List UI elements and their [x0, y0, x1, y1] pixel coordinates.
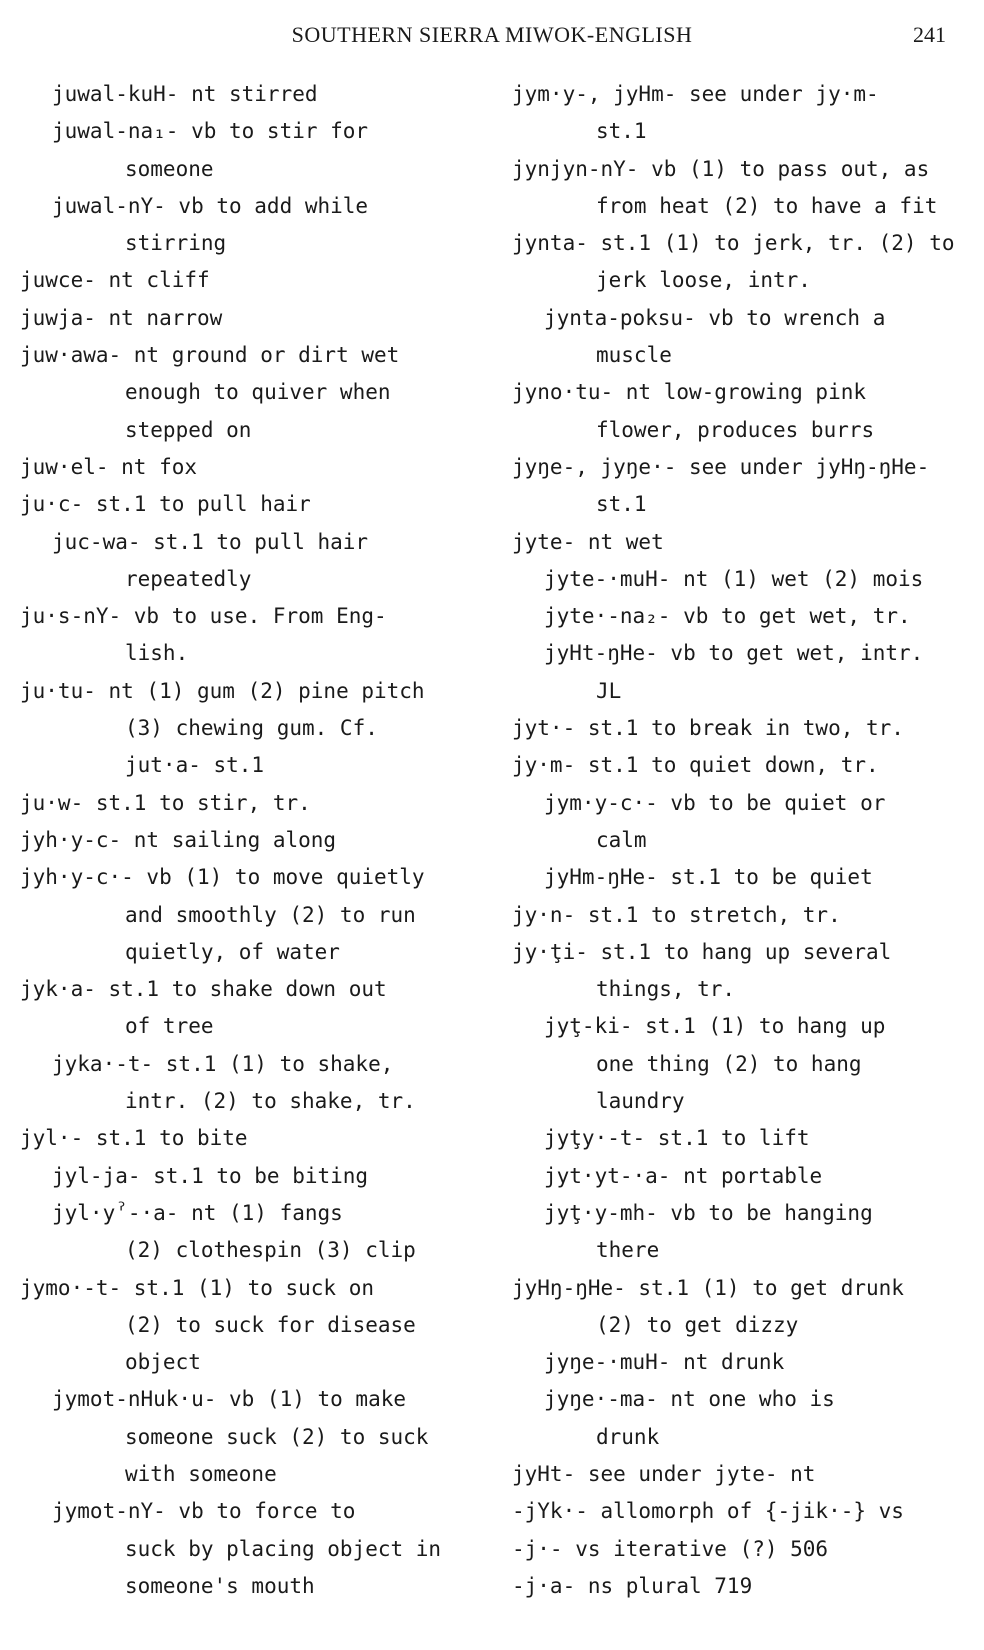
dictionary-entry-line: jyl-ja- st.1 to be biting — [52, 1163, 369, 1188]
dictionary-entry-line: jerk loose, intr. — [596, 268, 811, 293]
dictionary-entry-line: juc-wa- st.1 to pull hair — [52, 529, 369, 554]
dictionary-entry-line: things, tr. — [596, 977, 736, 1002]
dictionary-entry-line: st.1 — [596, 119, 647, 144]
dictionary-entry-line: jyka·-t- st.1 (1) to shake, — [52, 1051, 394, 1076]
dictionary-entry-line: jut·a- st.1 — [125, 753, 265, 778]
dictionary-entry-line: jymot-nHuk·u- vb (1) to make — [52, 1387, 407, 1412]
dictionary-entry-line: calm — [596, 827, 647, 852]
dictionary-entry-line: jyHt-ŋHe- vb to get wet, intr. — [544, 641, 924, 666]
dictionary-entry-line: stepped on — [125, 417, 252, 442]
dictionary-entry-line: jyte-·muH- nt (1) wet (2) mois — [544, 566, 924, 591]
dictionary-headword-line: jy·ţi- st.1 to hang up several — [512, 939, 892, 964]
dictionary-entry-line: of tree — [125, 1014, 214, 1039]
dictionary-entry-line: muscle — [596, 343, 672, 368]
dictionary-headword-line: juw·awa- nt ground or dirt wet — [20, 343, 400, 368]
page-title: SOUTHERN SIERRA MIWOK-ENGLISH — [291, 22, 693, 47]
dictionary-headword-line: -j·a- ns plural 719 — [512, 1573, 753, 1598]
dictionary-headword-line: jyno·tu- nt low-growing pink — [512, 380, 867, 405]
dictionary-entry-line: (3) chewing gum. Cf. — [125, 716, 378, 741]
dictionary-headword-line: jyHt- see under jyte- nt — [512, 1461, 816, 1486]
dictionary-headword-line: juw·el- nt fox — [20, 454, 198, 479]
dictionary-entry-line: jyŋe-·muH- nt drunk — [544, 1350, 785, 1375]
dictionary-entry-line: one thing (2) to hang — [596, 1051, 862, 1076]
dictionary-headword-line: -j·- vs iterative (?) 506 — [512, 1536, 829, 1561]
left-column — [20, 76, 490, 1605]
dictionary-headword-line: jyh·y-c- nt sailing along — [20, 827, 337, 852]
dictionary-entry-line: JL — [596, 678, 622, 703]
dictionary-entry-line: and smoothly (2) to run — [125, 902, 416, 927]
dictionary-entry-line: st.1 — [596, 492, 647, 517]
dictionary-headword-line: jynjyn-nY- vb (1) to pass out, as — [512, 156, 930, 181]
dictionary-entry-line: juwal-na₁- vb to stir for — [52, 119, 369, 144]
dictionary-headword-line: jyŋe-, jyŋe·- see under jyHŋ-ŋHe- — [512, 454, 930, 479]
dictionary-entry-line: jyţ·y-mh- vb to be hanging — [544, 1200, 873, 1225]
dictionary-headword-line: jynta- st.1 (1) to jerk, tr. (2) to — [512, 231, 955, 256]
dictionary-entry-line: lish. — [125, 641, 189, 666]
dictionary-entry-line: laundry — [596, 1089, 685, 1114]
dictionary-headword-line: jyh·y-c·- vb (1) to move quietly — [20, 865, 425, 890]
dictionary-entry-line: jyt·yt-·a- nt portable — [544, 1163, 823, 1188]
dictionary-entry-line: stirring — [125, 231, 227, 256]
dictionary-headword-line: jym·y-, jyHm- see under jy·m- — [512, 82, 879, 106]
dictionary-entry-line: jyŋe·-ma- nt one who is — [544, 1387, 835, 1412]
dictionary-entry-line: jyţy·-t- st.1 to lift — [544, 1126, 810, 1151]
dictionary-entry-line: drunk — [596, 1424, 660, 1449]
dictionary-headword-line: jyt·- st.1 to break in two, tr. — [512, 716, 904, 741]
dictionary-headword-line: juwce- nt cliff — [20, 268, 210, 293]
dictionary-headword-line: jyl·- st.1 to bite — [20, 1126, 248, 1151]
dictionary-entry-line: jyte·-na₂- vb to get wet, tr. — [544, 604, 911, 629]
dictionary-entry-line: quietly, of water — [125, 939, 340, 964]
dictionary-entry-line: juwal-nY- vb to add while — [52, 193, 369, 218]
dictionary-entry-line: someone — [125, 156, 214, 181]
dictionary-entry-line: jyHm-ŋHe- st.1 to be quiet — [544, 865, 873, 890]
dictionary-entry-line: with someone — [125, 1461, 277, 1486]
dictionary-entry-line: flower, produces burrs — [596, 417, 875, 442]
dictionary-headword-line: jyk·a- st.1 to shake down out — [20, 977, 387, 1002]
dictionary-headword-line: jymo·-t- st.1 (1) to suck on — [20, 1275, 375, 1300]
dictionary-entry-line: intr. (2) to shake, tr. — [125, 1089, 416, 1114]
dictionary-entry-line: jynta-poksu- vb to wrench a — [544, 305, 886, 330]
dictionary-entry-line: someone's mouth — [125, 1573, 315, 1598]
right-column — [512, 76, 977, 1605]
page-header — [0, 22, 984, 54]
dictionary-headword-line: jyte- nt wet — [512, 529, 664, 554]
dictionary-entry-line: suck by placing object in — [125, 1536, 442, 1561]
dictionary-entry-line: (2) to get dizzy — [596, 1312, 799, 1337]
dictionary-entry-line: repeatedly — [125, 566, 252, 591]
dictionary-headword-line: juwja- nt narrow — [20, 305, 223, 330]
dictionary-headword-line: jyHŋ-ŋHe- st.1 (1) to get drunk — [512, 1275, 904, 1300]
dictionary-entry-line: there — [596, 1238, 660, 1263]
page-number: 241 — [913, 22, 946, 47]
dictionary-entry-line: object — [125, 1350, 201, 1375]
dictionary-headword-line: ju·s-nY- vb to use. From Eng- — [20, 604, 387, 629]
dictionary-entry-line: jymot-nY- vb to force to — [52, 1499, 356, 1524]
dictionary-headword-line: ju·c- st.1 to pull hair — [20, 492, 311, 517]
dictionary-entry-line: jyl·yˀ-·a- nt (1) fangs — [52, 1200, 343, 1225]
dictionary-entry-line: jyţ-ki- st.1 (1) to hang up — [544, 1014, 886, 1039]
dictionary-entry-line: jym·y-c·- vb to be quiet or — [544, 790, 886, 815]
dictionary-headword-line: jy·n- st.1 to stretch, tr. — [512, 902, 841, 927]
dictionary-headword-line: jy·m- st.1 to quiet down, tr. — [512, 753, 879, 778]
dictionary-headword-line: ju·tu- nt (1) gum (2) pine pitch — [20, 678, 425, 703]
dictionary-entry-line: (2) to suck for disease — [125, 1312, 416, 1337]
dictionary-entry-line: from heat (2) to have a fit — [596, 193, 938, 218]
dictionary-entry-line: (2) clothespin (3) clip — [125, 1238, 416, 1263]
dictionary-entry-line: someone suck (2) to suck — [125, 1424, 429, 1449]
dictionary-headword-line: -jYk·- allomorph of {-jik·-} vs — [512, 1499, 904, 1524]
dictionary-entry-line: enough to quiver when — [125, 380, 391, 405]
dictionary-entry-line: juwal-kuH- nt stirred — [52, 82, 318, 106]
dictionary-headword-line: ju·w- st.1 to stir, tr. — [20, 790, 311, 815]
